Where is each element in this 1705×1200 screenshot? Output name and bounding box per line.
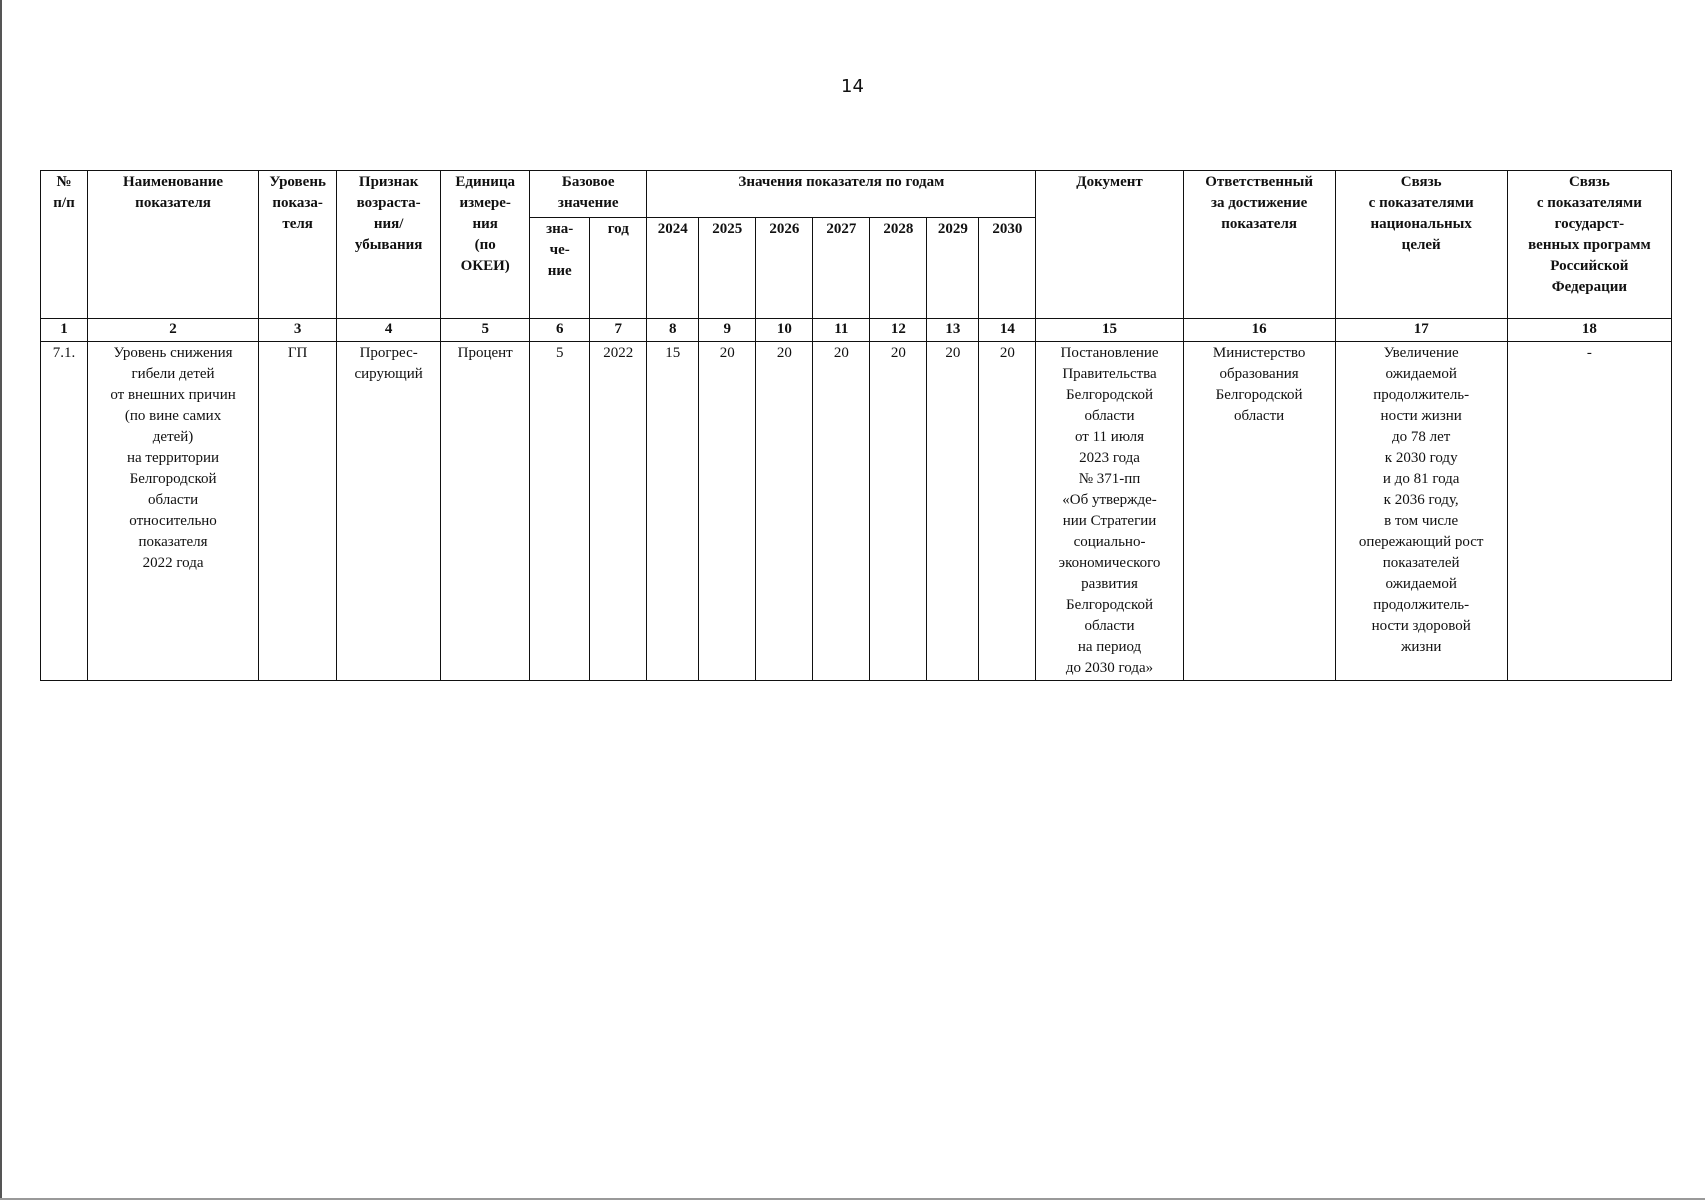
header-responsible: Ответственный за достижение показателя — [1183, 171, 1335, 319]
header-base-year: год — [590, 218, 647, 319]
cell-value-2025: 20 — [699, 342, 756, 681]
column-number: 14 — [979, 319, 1036, 342]
column-number: 12 — [870, 319, 927, 342]
column-number: 15 — [1036, 319, 1183, 342]
header-year-2026: 2026 — [756, 218, 813, 319]
cell-name: Уровень снижения гибели детей от внешних причин (по вине самих детей) на территории Белгородской области относительно показателя 2022 года — [88, 342, 259, 681]
column-number: 18 — [1507, 319, 1671, 342]
page-edge-left — [0, 0, 2, 1200]
column-number: 1 — [41, 319, 88, 342]
header-base: Базовое значение — [530, 171, 647, 218]
cell-value-2028: 20 — [870, 342, 927, 681]
column-number: 9 — [699, 319, 756, 342]
column-number: 5 — [441, 319, 530, 342]
header-year-2024: 2024 — [647, 218, 699, 319]
column-number: 17 — [1335, 319, 1507, 342]
cell-state-programs: - — [1507, 342, 1671, 681]
cell-document: Постановление Правительства Белгородской области от 11 июля 2023 года № 371-пп «Об утвержде- нии Стратегии социально- экономического развития Белгородской области на период до 2030 года» — [1036, 342, 1183, 681]
column-number: 7 — [590, 319, 647, 342]
cell-value-2029: 20 — [927, 342, 979, 681]
header-unit: Единица измере- ния (по ОКЕИ) — [441, 171, 530, 319]
column-number: 2 — [88, 319, 259, 342]
header-row-top — [41, 171, 1672, 218]
column-number: 13 — [927, 319, 979, 342]
column-number-row — [41, 319, 1672, 342]
cell-value-2026: 20 — [756, 342, 813, 681]
header-level: Уровень показа- теля — [259, 171, 337, 319]
header-year-2028: 2028 — [870, 218, 927, 319]
column-number: 6 — [530, 319, 590, 342]
cell-base-year: 2022 — [590, 342, 647, 681]
header-year-2029: 2029 — [927, 218, 979, 319]
cell-level: ГП — [259, 342, 337, 681]
column-number: 8 — [647, 319, 699, 342]
cell-trend: Прогрес- сирующий — [337, 342, 441, 681]
cell-national-goals: Увеличение ожидаемой продолжитель- ности жизни до 78 лет к 2030 году и до 81 года к 2036 году, в том числе опережающий рост показателей ожидаемой продолжитель- ности здоровой жизни — [1335, 342, 1507, 681]
cell-value-2030: 20 — [979, 342, 1036, 681]
cell-num: 7.1. — [41, 342, 88, 681]
column-number: 3 — [259, 319, 337, 342]
column-number: 16 — [1183, 319, 1335, 342]
cell-base-value: 5 — [530, 342, 590, 681]
header-num: № п/п — [41, 171, 88, 319]
column-number: 4 — [337, 319, 441, 342]
column-number: 10 — [756, 319, 813, 342]
header-year-2030: 2030 — [979, 218, 1036, 319]
column-number: 11 — [813, 319, 870, 342]
header-national-goals: Связь с показателями национальных целей — [1335, 171, 1507, 319]
header-trend: Признак возраста- ния/ убывания — [337, 171, 441, 319]
indicators-table — [40, 170, 1672, 681]
cell-unit: Процент — [441, 342, 530, 681]
cell-value-2027: 20 — [813, 342, 870, 681]
header-values-by-year: Значения показателя по годам — [647, 171, 1036, 218]
header-year-2027: 2027 — [813, 218, 870, 319]
header-base-value: зна- че- ние — [530, 218, 590, 319]
page-number: 14 — [841, 76, 864, 97]
header-state-programs: Связь с показателями государст- венных программ Российской Федерации — [1507, 171, 1671, 319]
cell-responsible: Министерство образования Белгородской области — [1183, 342, 1335, 681]
header-year-2025: 2025 — [699, 218, 756, 319]
table-row — [41, 342, 1672, 681]
header-name: Наименование показателя — [88, 171, 259, 319]
cell-value-2024: 15 — [647, 342, 699, 681]
header-document: Документ — [1036, 171, 1183, 319]
